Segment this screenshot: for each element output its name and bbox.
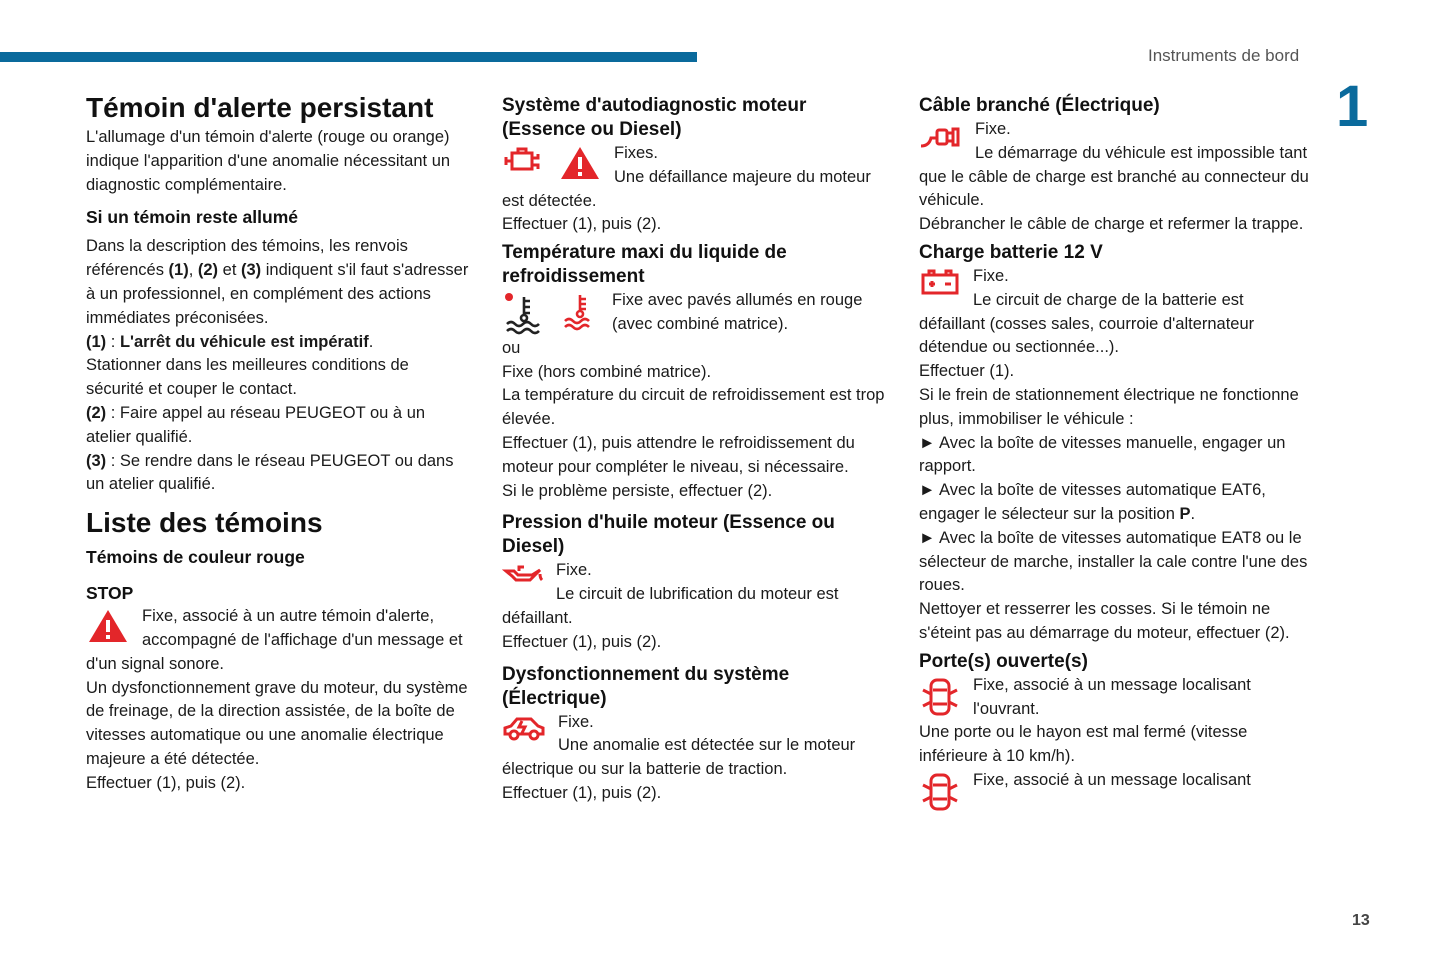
door-icons bbox=[919, 674, 961, 718]
diag-action: Effectuer (1), puis (2). bbox=[502, 215, 662, 234]
electric-system-fault-icon bbox=[502, 713, 546, 743]
door-line-2: Une porte ou le hayon est mal fermé (vitesse inférieure à 10 km/h). bbox=[919, 723, 1248, 766]
battery-bullet-3 bbox=[919, 527, 1311, 598]
bullet-text: Avec la boîte de vitesses automatique EAT8 ou le sélecteur de marche, installer la cale contre l'une des roues. bbox=[919, 528, 1308, 595]
stop-title: STOP bbox=[86, 583, 134, 604]
ref-2: (2) bbox=[197, 261, 219, 280]
page-number: 13 bbox=[1352, 912, 1370, 929]
note-colon: : bbox=[106, 332, 120, 351]
cable-icons bbox=[919, 118, 963, 152]
stop-warning-icon bbox=[558, 144, 602, 182]
note-3-text: : Se rendre dans le réseau PEUGEOT ou dans un atelier qualifié. bbox=[86, 451, 454, 494]
temp-or: ou bbox=[502, 338, 521, 357]
door-title: Porte(s) ouverte(s) bbox=[919, 650, 1088, 672]
subtitle-warning-stays-on: Si un témoin reste allumé bbox=[86, 207, 298, 228]
references-description bbox=[86, 235, 470, 330]
battery-line-1: Fixe. bbox=[973, 266, 1009, 285]
oil-title: Pression d'huile moteur (Essence ou Diesel) bbox=[502, 512, 835, 558]
stop-action: Effectuer (1), puis (2). bbox=[86, 773, 246, 792]
battery-line-2: Le circuit de charge de la batterie est défaillant (cosses sales, courroie d'alternateur détendue ou sectionnée...). bbox=[919, 290, 1255, 357]
note-2-text: : Faire appel au réseau PEUGEOT ou à un atelier qualifié. bbox=[86, 403, 426, 446]
bullet-text: Avec la boîte de vitesses automatique EAT6, engager le sélecteur sur la position bbox=[919, 481, 1266, 523]
battery-bullet-2 bbox=[919, 479, 1311, 527]
desc-sep: , bbox=[188, 261, 198, 280]
stop-description: Un dysfonctionnement grave du moteur, du système de freinage, de la direction assistée, de la boîte de vitesses automatique ou une anomalie électrique majeure a été détectée. bbox=[86, 678, 468, 768]
sys-line-2: Une anomalie est détectée sur le moteur électrique ou sur la batterie de traction. bbox=[502, 736, 856, 779]
sys-title: Dysfonctionnement du système (Électrique) bbox=[502, 663, 790, 709]
charging-cable-icon bbox=[919, 120, 963, 152]
sys-line-1: Fixe. bbox=[558, 712, 594, 731]
temp-line-4: Effectuer (1), puis attendre le refroidissement du moteur pour compléter le niveau, si nécessaire. bbox=[502, 433, 855, 476]
bullet-arrow: ► bbox=[919, 433, 940, 452]
door-open-icon bbox=[919, 771, 961, 813]
note-1-end: . bbox=[368, 332, 374, 351]
temp-line-3: La température du circuit de refroidissement est trop élevée. bbox=[502, 386, 885, 429]
desc-text: indiquent s'il faut s'adresser à un professionnel, en complément des actions immédiates préconisées. bbox=[86, 261, 469, 327]
coolant-temperature-icon bbox=[502, 291, 546, 335]
temp-title: Température maxi du liquide de refroidissement bbox=[502, 242, 787, 288]
bullet-arrow: ► bbox=[919, 481, 940, 500]
stop-text: Fixe, associé à un autre témoin d'alerte, accompagné de l'affichage d'un message et d'un signal sonore. bbox=[86, 607, 463, 673]
note-1-detail: Stationner dans les meilleures conditions de sécurité et couper le contact. bbox=[86, 356, 409, 399]
temp-icons bbox=[502, 289, 600, 335]
diag-icons bbox=[502, 142, 602, 182]
title-persistent-warning: Témoin d'alerte persistant bbox=[86, 92, 434, 123]
coolant-temperature-icon bbox=[560, 291, 600, 331]
section-label: Instruments de bord bbox=[1148, 46, 1300, 65]
note-2 bbox=[86, 402, 470, 450]
battery-entry bbox=[919, 265, 1311, 360]
note-2-label: (2) bbox=[86, 403, 107, 422]
ref-1: (1) bbox=[168, 261, 189, 280]
desc-sep: et bbox=[218, 261, 241, 280]
intro-text: L'allumage d'un témoin d'alerte (rouge ou orange) indique l'apparition d'une anomalie nécessitant un diagnostic complémentaire. bbox=[86, 128, 451, 194]
note-3-label: (3) bbox=[86, 451, 107, 470]
diag-title: Système d'autodiagnostic moteur (Essence ou Diesel) bbox=[502, 95, 807, 140]
diag-entry bbox=[502, 142, 894, 213]
temp-line-2: Fixe (hors combiné matrice). bbox=[502, 362, 712, 381]
diag-line-1: Fixes. bbox=[614, 144, 659, 162]
desc-text: Dans la description des témoins, les renvois référencés bbox=[86, 237, 408, 280]
battery-line-4: Si le frein de stationnement électrique ne fonctionne plus, immobiliser le véhicule : bbox=[919, 385, 1299, 428]
stop-icons bbox=[86, 605, 130, 645]
diag-line-2: Une défaillance majeure du moteur est détectée. bbox=[502, 167, 871, 210]
oil-action: Effectuer (1), puis (2). bbox=[502, 632, 662, 651]
battery-bullet-1 bbox=[919, 432, 1311, 480]
chapter-number: 1 bbox=[1336, 74, 1369, 139]
ref-3: (3) bbox=[241, 261, 262, 280]
door-icons bbox=[919, 769, 961, 813]
cable-line-2: Le démarrage du véhicule est impossible tant que le câble de charge est branché au connecteur du véhicule. bbox=[919, 143, 1309, 210]
note-1-emphasis: L'arrêt du véhicule est impératif bbox=[119, 332, 369, 351]
sys-icons bbox=[502, 711, 546, 743]
temp-entry bbox=[502, 289, 894, 337]
title-indicator-list: Liste des témoins bbox=[86, 507, 323, 539]
oil-line-1: Fixe. bbox=[556, 561, 592, 580]
stop-warning-icon bbox=[86, 607, 130, 645]
battery-line-5: Nettoyer et resserrer les cosses. Si le témoin ne s'éteint pas au démarrage du moteur, effectuer (2). bbox=[919, 600, 1290, 642]
battery-title: Charge batterie 12 V bbox=[919, 241, 1103, 263]
column-1 bbox=[86, 90, 470, 796]
stop-entry bbox=[86, 605, 470, 676]
door-entry-2 bbox=[919, 769, 1311, 813]
position-p: P bbox=[1179, 504, 1191, 523]
oil-line-2: Le circuit de lubrification du moteur est défaillant. bbox=[502, 585, 839, 627]
temp-line-5: Si le problème persiste, effectuer (2). bbox=[502, 481, 773, 500]
door-line-1: Fixe, associé à un message localisant l'ouvrant. bbox=[973, 675, 1251, 718]
battery-charge-icon bbox=[919, 267, 961, 297]
sys-entry bbox=[502, 711, 894, 782]
oil-icons bbox=[502, 559, 544, 589]
bullet-end: . bbox=[1190, 504, 1196, 523]
bullet-text: Avec la boîte de vitesses manuelle, engager un rapport. bbox=[919, 433, 1286, 476]
oil-pressure-icon bbox=[502, 561, 544, 589]
cable-line-3: Débrancher le câble de charge et refermer la trappe. bbox=[919, 215, 1304, 234]
column-3 bbox=[919, 90, 1311, 813]
sys-action: Effectuer (1), puis (2). bbox=[502, 783, 662, 802]
cable-line-1: Fixe. bbox=[975, 120, 1011, 138]
engine-diagnostic-icon bbox=[502, 144, 544, 178]
note-3 bbox=[86, 450, 470, 498]
temp-line-1: Fixe avec pavés allumés en rouge (avec combiné matrice). bbox=[612, 291, 863, 333]
note-1 bbox=[86, 331, 470, 355]
note-1-label: (1) bbox=[86, 332, 107, 351]
battery-icons bbox=[919, 265, 961, 297]
cable-title: Câble branché (Électrique) bbox=[919, 95, 1160, 116]
door-entry-1 bbox=[919, 674, 1311, 722]
door-open-icon bbox=[919, 676, 961, 718]
header-accent-bar bbox=[0, 52, 697, 62]
battery-line-3: Effectuer (1). bbox=[919, 362, 1015, 381]
cable-entry bbox=[919, 118, 1311, 213]
subtitle-red-indicators: Témoins de couleur rouge bbox=[86, 547, 305, 568]
bullet-arrow: ► bbox=[919, 528, 940, 547]
column-2 bbox=[502, 90, 894, 806]
oil-entry bbox=[502, 559, 894, 630]
door-line-3: Fixe, associé à un message localisant bbox=[973, 770, 1251, 789]
